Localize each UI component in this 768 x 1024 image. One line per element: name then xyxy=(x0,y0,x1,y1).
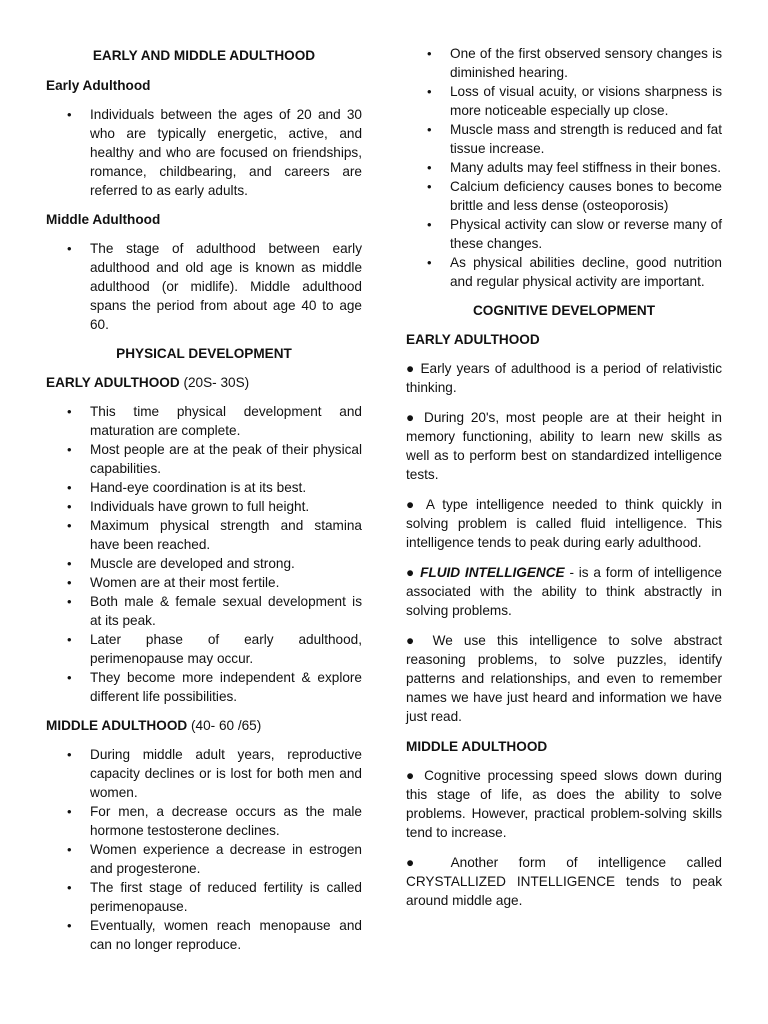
physical-early-age-range: (20S- 30S) xyxy=(183,375,250,390)
paragraph: ● A type intelligence needed to think quickly in solving problem is called fluid intelligence. This intelligence tends to peak during early adulthood. xyxy=(406,497,722,550)
list-item: • Eventually, women reach menopause and can no longer reproduce. xyxy=(46,916,362,954)
list-item: • As physical abilities decline, good nutrition and regular physical activity are important. xyxy=(406,253,722,291)
cognitive-middle-adulthood-heading: MIDDLE ADULTHOOD xyxy=(406,739,548,754)
list-item: • Calcium deficiency causes bones to become brittle and less dense (osteoporosis) xyxy=(406,177,722,215)
cognitive-early-adulthood-heading: EARLY ADULTHOOD xyxy=(406,332,540,347)
list-item: • Many adults may feel stiffness in their bones. xyxy=(406,158,722,177)
list-item: • Muscle are developed and strong. xyxy=(46,554,362,573)
cognitive-development-heading: COGNITIVE DEVELOPMENT xyxy=(472,303,656,318)
list-item: • For men, a decrease occurs as the male hormone testosterone declines. xyxy=(46,802,362,840)
list-item: • During middle adult years, reproductive capacity declines or is lost for both men and women. xyxy=(46,745,362,802)
paragraph: ● Early years of adulthood is a period of relativistic thinking. xyxy=(406,361,722,395)
list-item: • Loss of visual acuity, or visions sharpness is more noticeable especially up close. xyxy=(406,82,722,120)
list-item: • Women are at their most fertile. xyxy=(46,573,362,592)
paragraph: ● Another form of intelligence called CRYSTALLIZED INTELLIGENCE tends to peak around middle age. xyxy=(406,855,722,908)
paragraph: ● Cognitive processing speed slows down during this stage of life, as does the ability to solve problems. However, practical problem-solving skills tend to increase. xyxy=(406,768,722,840)
list-item: • Both male & female sexual development is at its peak. xyxy=(46,592,362,630)
physical-middle-heading-label: MIDDLE ADULTHOOD xyxy=(46,718,188,733)
list-item: • Hand-eye coordination is at its best. xyxy=(46,478,362,497)
list-item: • The stage of adulthood between early adulthood and old age is known as middle adulthood (or midlife). Middle adulthood spans the period from about age 40 to age 60. xyxy=(46,239,362,334)
physical-middle-list xyxy=(46,745,362,954)
list-item: • This time physical development and maturation are complete. xyxy=(46,402,362,440)
list-item: • Individuals between the ages of 20 and 30 who are typically energetic, active, and healthy and who are focused on friendships, romance, childbearing, and careers are referred to as early adults. xyxy=(46,105,362,200)
fluid-intelligence-term: FLUID INTELLIGENCE xyxy=(420,565,565,580)
list-item: • Physical activity can slow or reverse many of these changes. xyxy=(406,215,722,253)
early-adulthood-list xyxy=(46,105,362,200)
fluid-intelligence-text: - is a form of intelligence associated with the ability to think abstractly in solving problems. xyxy=(406,565,722,618)
left-column xyxy=(46,44,362,964)
bullet-glyph: ● xyxy=(406,565,416,580)
list-item: • One of the first observed sensory changes is diminished hearing. xyxy=(406,44,722,82)
paragraph: ● We use this intelligence to solve abstract reasoning problems, to solve puzzles, identify patterns and relationships, and even to remember names we have just heard and information we have just read. xyxy=(406,633,722,724)
paragraph: ● During 20's, most people are at their height in memory functioning, ability to learn new skills as well as to perform best on standardized intelligence tests. xyxy=(406,410,722,482)
physical-middle-adulthood-heading xyxy=(46,716,362,735)
physical-development-heading: PHYSICAL DEVELOPMENT xyxy=(116,346,292,361)
right-column xyxy=(406,44,722,921)
physical-early-heading-label: EARLY ADULTHOOD xyxy=(46,375,180,390)
document-title: EARLY AND MIDDLE ADULTHOOD xyxy=(92,48,316,63)
middle-adulthood-heading: Middle Adulthood xyxy=(46,212,161,227)
list-item: • The first stage of reduced fertility is called perimenopause. xyxy=(46,878,362,916)
physical-early-adulthood-heading xyxy=(46,373,362,392)
physical-middle-age-range: (40- 60 /65) xyxy=(191,718,262,733)
list-item: • Women experience a decrease in estrogen and progesterone. xyxy=(46,840,362,878)
list-item: • They become more independent & explore different life possibilities. xyxy=(46,668,362,706)
list-item: • Most people are at the peak of their physical capabilities. xyxy=(46,440,362,478)
list-item: • Muscle mass and strength is reduced and fat tissue increase. xyxy=(406,120,722,158)
early-adulthood-heading: Early Adulthood xyxy=(46,78,151,93)
physical-middle-continued-list xyxy=(406,44,722,291)
list-item: • Maximum physical strength and stamina have been reached. xyxy=(46,516,362,554)
middle-adulthood-list xyxy=(46,239,362,334)
list-item: • Individuals have grown to full height. xyxy=(46,497,362,516)
fluid-intelligence-definition xyxy=(406,563,722,620)
list-item: • Later phase of early adulthood, perimenopause may occur. xyxy=(46,630,362,668)
physical-early-list xyxy=(46,402,362,706)
